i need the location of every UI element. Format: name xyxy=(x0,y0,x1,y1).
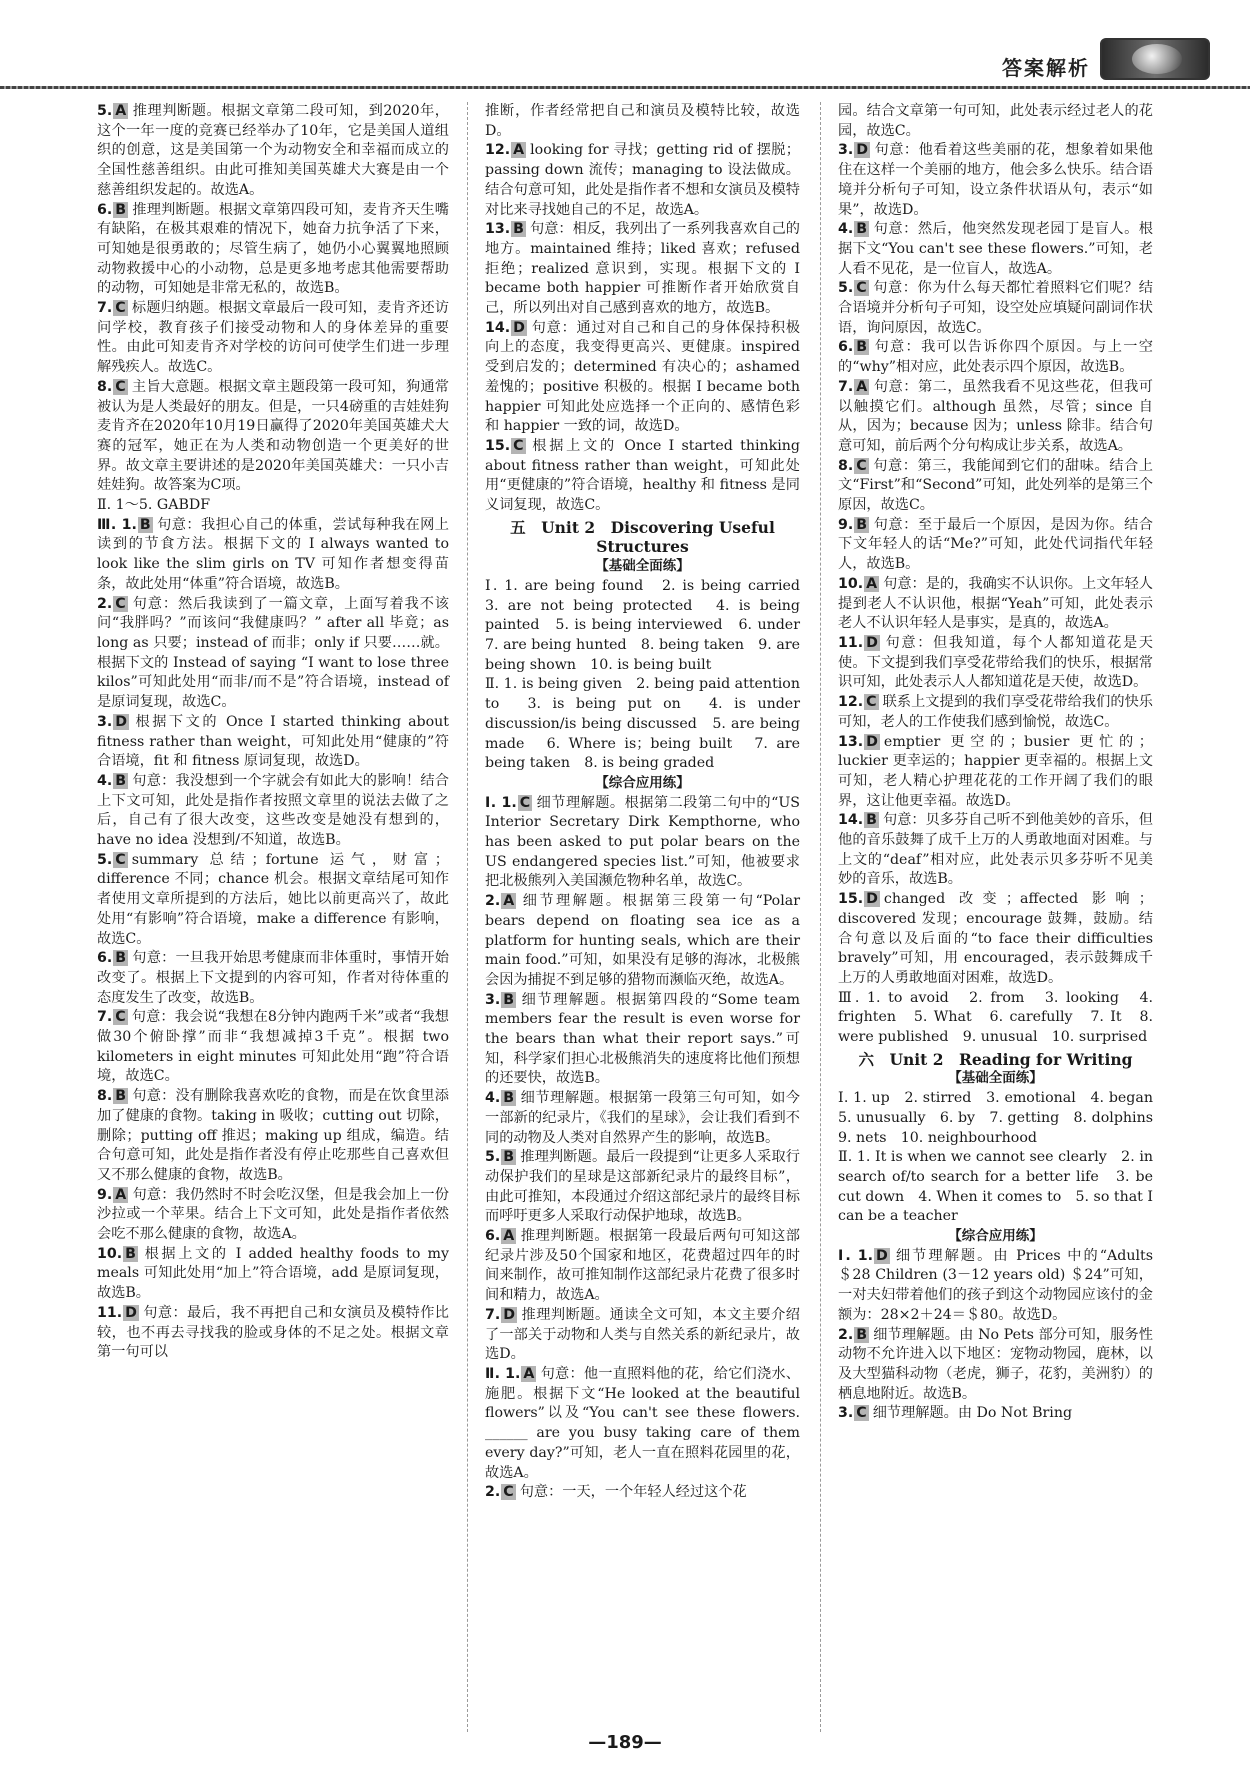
explanation-text: 园。结合文章第一句可知，此处表示经过老人的花园，故选C。 xyxy=(838,103,1153,139)
answer-letter-badge: B xyxy=(856,221,868,238)
answer-letter-badge: B xyxy=(115,950,127,967)
answer-letter-badge: D xyxy=(513,319,525,336)
section-heading: 六 Unit 2 Reading for Writing xyxy=(858,1049,1133,1069)
answer-letter-badge: A xyxy=(523,1366,535,1382)
answer-entry xyxy=(838,989,1153,1048)
header-title: 答案解析 xyxy=(1002,56,1090,80)
answer-entry xyxy=(97,102,449,201)
question-number: 9. xyxy=(838,516,854,533)
explanation-text: 句意：他看着这些美丽的花，想象着如果他住在这样一个美丽的地方，他会多么快乐。结合语境并分析句子可知，设立条件状语从句，表示“如果”，故选D。 xyxy=(838,142,1153,218)
answer-entry xyxy=(485,319,800,437)
column-middle xyxy=(485,102,815,1742)
answer-letter-badge: C xyxy=(856,280,867,297)
question-number: 8. xyxy=(838,457,854,474)
question-number: Ⅱ. 1. xyxy=(485,1366,521,1382)
explanation-text: 句意：至于最后一个原因，是因为你。结合下文年轻人的话“Me?”可知，此处代词指代年轻人，故选B。 xyxy=(838,516,1153,573)
answer-entry xyxy=(485,1148,800,1227)
explanation-text: 细节理解题。由 No Pets 部分可知，服务性动物不允许进入以下地区：宠物动物园，鹿林，以及大型猫科动物（老虎，狮子，花豹，美洲豹）的栖息地附近。故选B。 xyxy=(838,1326,1153,1402)
question-number: 7. xyxy=(838,378,854,395)
question-number: 7. xyxy=(97,1009,113,1026)
answer-entry xyxy=(838,634,1153,693)
answer-letter-badge: A xyxy=(866,575,878,592)
question-number: 7. xyxy=(97,300,113,317)
answer-entry xyxy=(838,338,1153,377)
question-number: 4. xyxy=(838,221,854,238)
question-number: 9. xyxy=(97,1186,113,1203)
explanation-text: Ⅲ. 1. to avoid 2. from 3. looking 4. frighten 5. What 6. carefully 7. It 8. were published 9. unusual 10. surprised xyxy=(838,989,1153,1046)
question-number: 2. xyxy=(485,893,501,910)
answer-entry xyxy=(838,1326,1153,1405)
answer-entry xyxy=(97,1186,449,1245)
explanation-text: 标题归纳题。根据文章最后一段可知，麦肯齐还访问学校，教育孩子们接受动物和人的身体差异的重要性。由此可知麦肯齐对学校的访问可使学生们进一步理解残疾人。故选C。 xyxy=(97,300,449,376)
answer-entry xyxy=(485,141,800,220)
question-number: 3. xyxy=(838,142,854,159)
explanation-text: 推理判断题。通读全文可知，本文主要介绍了一部关于动物和人类与自然关系的新纪录片，故选D。 xyxy=(485,1306,800,1363)
answer-entry xyxy=(838,516,1153,575)
answer-entry xyxy=(838,890,1153,989)
question-number: Ⅲ. 1. xyxy=(97,516,137,533)
explanation-text: 句意：然后，他突然发现老园丁是盲人。根据下文“You can't see these flowers.”可知，老人看不见花，是一位盲人，故选A。 xyxy=(838,221,1153,277)
explanation-text: Ⅱ. 1～5. GABDF xyxy=(97,497,211,514)
explanation-text: Ⅰ. 1. are being found 2. is being carried 3. are not being protected 4. is being painted 5. is being interviewed 6. under 7. are being hunted 8. being taken 9. are being shown 10. is being built xyxy=(485,577,815,673)
explanation-text: looking for 寻找；getting rid of 摆脱；passing down 流传；managing to 设法做成。结合句意可知，此处是指作者不想和女演员及模特对比来寻找她自己的不足，故选A。 xyxy=(485,142,800,218)
answer-entry xyxy=(838,141,1153,220)
question-number: 5. xyxy=(838,280,854,297)
question-number: 3. xyxy=(838,1405,854,1422)
question-number: 3. xyxy=(97,713,113,730)
question-number: 2. xyxy=(838,1326,854,1343)
answer-entry xyxy=(97,851,449,950)
column-divider xyxy=(467,102,468,1732)
answer-entry xyxy=(838,1404,1153,1424)
header-divider xyxy=(0,86,1250,89)
answer-entry xyxy=(838,378,1153,457)
question-number: 4. xyxy=(485,1090,501,1107)
explanation-text: 句意：他一直照料他的花，给它们浇水、施肥。根据下文“He looked at the beautiful flowers”以及“You can't see these flowers. ______ are you busy taking care of them every day?”可知，老人一直在照料花园里的花，故选A。 xyxy=(485,1366,800,1481)
explanation-text: 根据下文的 Once I started thinking about fitness rather than weight，可知此处用“健康的”符合语境，fit 和 fitness 原词复现，故选D。 xyxy=(97,713,449,770)
answer-entry xyxy=(485,577,815,676)
answer-letter-badge: A xyxy=(856,378,868,395)
answer-entry xyxy=(838,279,1153,338)
question-number: 6. xyxy=(97,201,113,218)
explanation-text: 句意：然后我读到了一篇文章，上面写着我不该问“我胖吗？”而该问“我健康吗？” after all 毕竟；as long as 只要；instead of 而非；only if 只要……就。根据下文的 Instead of saying “I want to lose three kilos”可知此处用“而非/而不是”符合语境，instead of 是原词复现，故选C。 xyxy=(97,595,449,711)
answer-entry xyxy=(838,733,1153,812)
column-left xyxy=(97,102,449,1742)
brand-logo xyxy=(1100,38,1210,80)
explanation-text: 联系上文提到的我们享受花带给我们的快乐可知，老人的工作使我们感到愉悦，故选C。 xyxy=(838,694,1153,730)
answer-entry xyxy=(485,991,800,1090)
question-number: 13. xyxy=(485,221,511,238)
answer-letter-badge: C xyxy=(115,378,126,395)
answer-entry xyxy=(485,1306,800,1365)
explanation-text: 句意：但我知道，每个人都知道花是天使。下文提到我们享受花带给我们的快乐，根据常识可知，此处表示人人都知道花是天使，故选D。 xyxy=(838,634,1153,691)
question-number: 4. xyxy=(97,772,113,789)
answer-letter-badge: B xyxy=(503,1090,515,1107)
logo-emblem-icon xyxy=(1132,44,1182,74)
explanation-text: 推理判断题。最后一段提到“让更多人采取行动保护我们的星球是这部新纪录片的最终目标”，由此可推知，本段通过介绍这部纪录片的最终目标而呼吁更多人采取行动保护地球，故选B。 xyxy=(485,1149,800,1225)
question-number: 13. xyxy=(838,733,864,750)
answer-letter-badge: D xyxy=(876,1247,888,1264)
sub-heading: 【基础全面练】 xyxy=(595,558,690,575)
question-number: 5. xyxy=(97,103,113,119)
answer-entry xyxy=(97,595,449,713)
answer-entry xyxy=(97,772,449,851)
explanation-text: 推理判断题。根据文章第四段可知，麦肯齐天生嘴有缺陷，在极其艰难的情况下，她奋力抗争活了下来，可知她是很勇敢的；尽管生病了，她仍小心翼翼地照顾动物救援中心的小动物，总是更多地考虑其他需要帮助的动物，可知她是非常无私的，故选B。 xyxy=(97,201,449,297)
answer-entry xyxy=(485,892,800,991)
answer-letter-badge: B xyxy=(513,221,524,238)
question-number: 2. xyxy=(485,1484,501,1501)
explanation-text: changed 改变；affected 影响；discovered 发现；encourage 鼓舞，鼓励。结合句意以及后面的“to face their difficulties bravely”可知，用 encouraged，表示鼓舞成千上万的人勇敢地面对困难，故选D。 xyxy=(838,891,1153,986)
explanation-text: 句意：通过对自己和自己的身体保持积极向上的态度，我变得更高兴、更健康。inspired 受到启发的；determined 有决心的；ashamed 羞愧的；positive 积极的。根据 I became both happier 可知此处应选择一个正向的、感情色彩和 happier 一致的词，故选D。 xyxy=(485,319,800,435)
sub-heading: 【基础全面练】 xyxy=(948,1070,1043,1087)
answer-entry xyxy=(97,1304,449,1363)
answer-letter-badge: A xyxy=(115,1186,127,1203)
explanation-text: 句意：你为什么每天都忙着照料它们呢？结合语境并分析句子可知，设空处应填疑问副词作状语，询问原因，故选C。 xyxy=(838,280,1153,336)
question-number: 10. xyxy=(838,575,864,592)
answer-entry xyxy=(838,1247,1153,1326)
answer-letter-badge: D xyxy=(125,1304,137,1321)
answer-entry xyxy=(97,1087,449,1186)
answer-letter-badge: C xyxy=(513,437,524,454)
explanation-text: 句意：第二，虽然我看不见这些花，但我可以触摸它们。although 虽然，尽管；since 自从，因为；because 因为；unless 除非。结合句意可知，前后两个分句构成让步关系，故选A。 xyxy=(838,378,1153,454)
answer-entry xyxy=(97,713,449,772)
explanation-text: 推理判断题。根据文章第二段可知，到2020年，这个一年一度的竞赛已经举办了10年，它是美国人道组织的创意，这是美国第一个为动物安全和幸福而成立的全国性慈善组织。由此可推知美国英雄犬大赛是由一个慈善组织发起的。故选A。 xyxy=(97,103,449,198)
answer-letter-badge: C xyxy=(856,1405,867,1422)
answer-entry xyxy=(485,437,800,516)
answer-entry xyxy=(485,1089,800,1148)
question-number: 5. xyxy=(485,1149,501,1166)
explanation-text: 根据上文的 I added healthy foods to my meals 可知此处用“加上”符合语境，add 是原词复现，故选B。 xyxy=(97,1245,449,1302)
answer-letter-badge: C xyxy=(503,1484,514,1501)
explanation-text: 细节理解题。根据第二段第二句中的“US Interior Secretary Dirk Kempthorne, who has been asked to put polar bears on the US endangered species list.”可知，他被要求把北极熊列入美国濒危物种名单，故选C。 xyxy=(485,794,800,890)
question-number: 10. xyxy=(97,1245,123,1262)
answer-letter-badge: A xyxy=(503,893,515,910)
answer-entry xyxy=(838,457,1153,516)
answer-entry xyxy=(97,1008,449,1087)
explanation-text: 细节理解题。根据第四段的“Some team members fear the result is even worse for the bears than what their report says.”可知，科学家们担心北极熊消失的速度将比他们预想的还要快，故选B。 xyxy=(485,991,800,1087)
explanation-text: 推理判断题。根据第一段最后两句可知这部纪录片涉及50个国家和地区，花费超过四年的时间来制作，故可推知制作这部纪录片花费了很多时间和精力，故选A。 xyxy=(485,1228,800,1304)
answer-entry xyxy=(97,299,449,378)
explanation-text: 句意：一天，一个年轻人经过这个花 xyxy=(519,1484,747,1501)
question-number: 11. xyxy=(838,634,864,651)
answer-letter-badge: B xyxy=(503,991,515,1008)
answer-entry xyxy=(485,675,800,774)
question-number: 15. xyxy=(838,891,864,908)
answer-entry xyxy=(485,102,800,141)
answer-letter-badge: B xyxy=(139,516,151,533)
explanation-text: 句意：一旦我开始思考健康而非体重时，事情开始改变了。根据上下文提到的内容可知，作者对待体重的态度发生了改变，故选B。 xyxy=(97,950,449,1006)
question-number: 6. xyxy=(97,950,113,967)
answer-entry xyxy=(838,693,1153,732)
question-number: 5. xyxy=(97,851,113,868)
answer-letter-badge: B xyxy=(856,1326,868,1343)
explanation-text: 句意：没有删除我喜欢吃的食物，而是在饮食里添加了健康的食物。taking in 吸收；cutting out 切除，删除；putting off 推迟；making up 组成，编造。结合句意可知，此处是指作者没有停止吃那些自己喜欢但又不那么健康的食物，故选B。 xyxy=(97,1088,449,1183)
answer-entry xyxy=(838,811,1153,890)
answer-letter-badge: B xyxy=(115,1088,127,1105)
answer-letter-badge: A xyxy=(503,1228,515,1245)
explanation-text: 句意：我会说“我想在8分钟内跑两千米”或者“我想做30个俯卧撑”而非“我想减掉3千克”。根据 two kilometers in eight minutes 可知此处用“跑”符合语境，故选C。 xyxy=(97,1009,449,1085)
answer-letter-badge: B xyxy=(856,516,868,533)
column-right xyxy=(838,102,1168,1742)
section-heading: 五 Unit 2 Discovering Useful Structures xyxy=(510,517,775,557)
answer-letter-badge: B xyxy=(856,339,868,356)
answer-letter-badge: D xyxy=(866,634,878,651)
page-number: —189— xyxy=(588,1732,662,1753)
question-number: 2. xyxy=(97,595,113,612)
explanation-text: 细节理解题。由 Prices 中的“Adults ＄28 Children (3－12 years old) ＄24”可知，一对夫妇带着他们的孩子到这个动物园应该付的金额为：28×2＋24＝＄80。故选D。 xyxy=(838,1247,1153,1323)
answer-letter-badge: D xyxy=(866,891,878,908)
answer-letter-badge: C xyxy=(115,300,126,317)
explanation-text: 主旨大意题。根据文章主题段第一段可知，狗通常被认为是人类最好的朋友。但是，一只4磅重的吉娃娃狗麦肯齐在2020年10月19日赢得了2020年美国英雄犬大赛的冠军，她正在为人类和动物创造一个更美好的世界。故文章主要讲述的是2020年美国英雄犬：一只小吉娃娃狗。故答案为C项。 xyxy=(97,378,449,494)
answer-letter-badge: B xyxy=(125,1245,136,1262)
explanation-text: 句意：是的，我确实不认识你。上文年轻人提到老人不认识他，根据“Yeah”可知，此处表示老人不认识年轻人是事实，是真的，故选A。 xyxy=(838,575,1153,632)
answer-letter-badge: D xyxy=(856,142,869,159)
question-number: 14. xyxy=(485,319,511,336)
answer-letter-badge: D xyxy=(115,713,128,730)
question-number: 15. xyxy=(485,437,511,454)
answer-entry xyxy=(838,1148,1153,1227)
question-number: Ⅰ. 1. xyxy=(485,794,517,811)
answer-entry xyxy=(838,220,1153,279)
explanation-text: Ⅰ. 1. up 2. stirred 3. emotional 4. began 5. unusually 6. by 7. getting 8. dolphins 9. nets 10. neighbourhood xyxy=(838,1090,1168,1146)
question-number: 14. xyxy=(838,812,864,829)
question-number: Ⅰ. 1. xyxy=(838,1247,873,1264)
answer-letter-badge: B xyxy=(115,772,127,789)
explanation-text: 细节理解题。根据第一段第三句可知，如今一部新的纪录片，《我们的星球》，会让我们看到不同的动物及人类对自然界产生的影响，故选B。 xyxy=(485,1090,800,1146)
question-number: 12. xyxy=(838,694,864,711)
answer-entry xyxy=(97,949,449,1008)
explanation-text: 句意：我可以告诉你四个原因。与上一空的“why”相对应，此处表示四个原因，故选B。 xyxy=(838,339,1153,376)
explanation-text: 句意：我没想到一个字就会有如此大的影响！结合上下文可知，此处是指作者按照文章里的说法去做了之后，自己有了很大改变，这些改变是她没有想到的，have no idea 没想到/不知道，故选B。 xyxy=(97,772,449,849)
explanation-text: 句意：相反，我列出了一系列我喜欢自己的地方。maintained 维持；liked 喜欢；refused 拒绝；realized 意识到，实现。根据下文的 I became both happier 可推断作者开始欣赏自己，所以列出对自己感到喜欢的地方，故选B。 xyxy=(485,221,800,317)
answer-letter-badge: C xyxy=(519,794,531,811)
explanation-text: Ⅱ. 1. It is when we cannot see clearly 2. in search of/to search for a better life 3. be cut down 4. When it comes to 5. so that I can be a teacher xyxy=(838,1149,1153,1225)
question-number: 6. xyxy=(485,1228,501,1245)
sub-heading: 【综合应用练】 xyxy=(948,1228,1043,1245)
answer-entry xyxy=(485,1483,800,1503)
answer-entry xyxy=(97,201,449,300)
answer-entry xyxy=(97,1245,449,1304)
page-header xyxy=(0,38,1250,90)
answer-letter-badge: C xyxy=(115,595,126,612)
question-number: 8. xyxy=(97,378,113,395)
answer-letter-badge: C xyxy=(866,694,877,711)
answer-letter-badge: D xyxy=(503,1306,516,1323)
explanation-text: emptier 更空的；busier 更忙的；luckier 更幸运的；happier 更幸福的。根据上文可知，老人精心护理花花的工作开阔了我们的眼界，这让他更幸福。故选D。 xyxy=(838,733,1153,809)
answer-entry xyxy=(485,220,800,319)
sub-heading: 【综合应用练】 xyxy=(595,774,690,791)
explanation-text: 句意：我担心自己的体重，尝试每种我在网上读到的节食方法。根据下文的 I always wanted to look like the slim girls on TV 可知作者想变得苗条，故此处用“体重”符合语境，故选B。 xyxy=(97,516,449,592)
explanation-text: 细节理解题。根据第三段第一句“Polar bears depend on floating sea ice as a platform for hunting seals, which are their main food.”可知，如果没有足够的海冰，北极熊会因为捕捉不到足够的猎物而濒临灭绝，故选A。 xyxy=(485,893,800,988)
answer-entry xyxy=(97,496,449,516)
answer-letter-badge: C xyxy=(115,1009,126,1026)
question-number: 8. xyxy=(97,1088,113,1105)
explanation-text: 根据上文的 Once I started thinking about fitness rather than weight，可知此处用“更健康的”符合语境，healthy 和 fitness 是同义词复现，故选C。 xyxy=(485,437,800,514)
answer-entry xyxy=(838,102,1153,141)
answer-entry xyxy=(485,794,800,893)
question-number: 11. xyxy=(97,1304,123,1321)
question-number: 7. xyxy=(485,1306,501,1323)
answer-letter-badge: D xyxy=(866,733,878,750)
question-number: 3. xyxy=(485,991,501,1008)
answer-letter-badge: B xyxy=(503,1149,515,1166)
question-number: 6. xyxy=(838,339,854,356)
answer-letter-badge: C xyxy=(115,851,126,868)
explanation-text: summary 总结；fortune 运气，财富；difference 不同；chance 机会。根据文章结尾可知作者使用文章所提到的方法后，她比以前更高兴了，故此处用“有影响”符合语境，make a difference 有影响，故选C。 xyxy=(97,851,449,947)
answer-letter-badge: C xyxy=(856,457,867,474)
answer-letter-badge: A xyxy=(513,142,525,159)
answer-entry xyxy=(97,378,449,496)
explanation-text: 推断，作者经常把自己和演员及模特比较，故选D。 xyxy=(485,103,800,139)
answer-letter-badge: B xyxy=(866,812,877,829)
explanation-text: 句意：最后，我不再把自己和女演员及模特作比较，也不再去寻找我的脸或身体的不足之处。根据文章第一句可以 xyxy=(97,1304,449,1361)
answer-entry xyxy=(485,1365,800,1483)
answer-entry xyxy=(97,516,449,595)
explanation-text: 句意：第三，我能闻到它们的甜味。结合上文“First”和“Second”可知，此处列举的是第三个原因，故选C。 xyxy=(838,457,1153,514)
answer-letter-badge: B xyxy=(115,201,127,218)
explanation-text: 句意：贝多芬自己听不到他美妙的音乐，但他的音乐鼓舞了成千上万的人勇敢地面对困难。与上文的“deaf”相对应，此处表示贝多芬听不见美妙的音乐，故选B。 xyxy=(838,812,1153,888)
explanation-text: 细节理解题。由 Do Not Bring xyxy=(872,1405,1073,1422)
explanation-text: Ⅱ. 1. is being given 2. being paid attention to 3. is being put on 4. is under discussion/is being discussed 5. are being made 6. Where is；being built 7. are being taken 8. is being graded xyxy=(485,676,800,772)
column-divider xyxy=(820,102,821,1732)
answer-entry xyxy=(485,1227,800,1306)
question-number: 12. xyxy=(485,142,511,159)
answer-entry xyxy=(838,575,1153,634)
explanation-text: 句意：我仍然时不时会吃汉堡，但是我会加上一份沙拉或一个苹果。结合上下文可知，此处是指作者依然会吃不那么健康的食物，故选A。 xyxy=(97,1186,449,1243)
answer-entry xyxy=(838,1089,1168,1148)
answer-letter-badge: A xyxy=(115,103,127,119)
